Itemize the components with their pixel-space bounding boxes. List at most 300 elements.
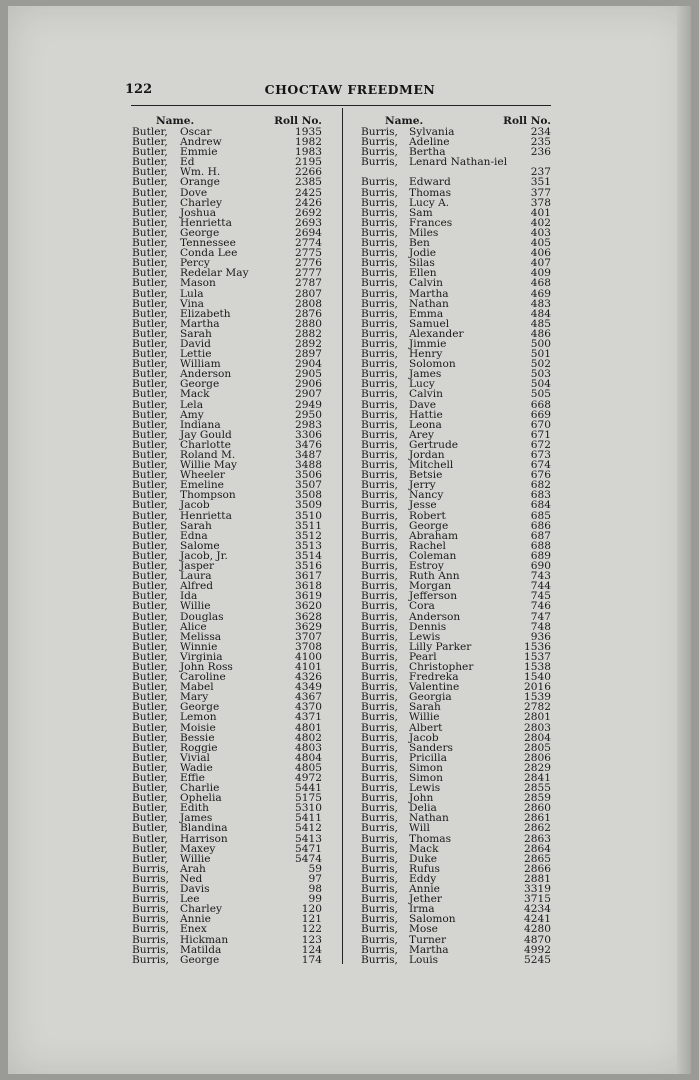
surname: Burris, — [361, 539, 398, 552]
given-name: Emeline — [180, 479, 224, 492]
roll-number: 4101 — [295, 660, 322, 673]
roll-number: 2693 — [295, 216, 322, 229]
roll-number: 2776 — [295, 257, 322, 270]
given-name: Estroy — [409, 560, 444, 573]
roll-number: 673 — [530, 449, 551, 461]
roll-number: 689 — [530, 549, 551, 562]
name-heading: Name. — [156, 115, 195, 127]
roll-number: 2892 — [295, 337, 322, 350]
given-name: Edward — [409, 176, 451, 189]
surname: Butler, — [132, 337, 168, 350]
given-name: Coleman — [409, 549, 457, 562]
roll-number: 407 — [530, 257, 551, 270]
roll-number: 505 — [530, 388, 551, 401]
given-name: Frances — [409, 216, 453, 229]
surname: Butler, — [132, 852, 168, 865]
roll-number: 746 — [530, 600, 551, 613]
given-name: Melissa — [180, 630, 222, 643]
surname: Burris, — [361, 156, 398, 169]
surname: Butler, — [132, 721, 168, 734]
roll-number: 671 — [530, 428, 551, 441]
roll-number: 2881 — [524, 872, 551, 885]
roll-number: 2863 — [524, 832, 551, 845]
right-column-header — [361, 116, 551, 127]
surname: Butler, — [132, 408, 168, 421]
given-name: Willie — [409, 711, 440, 724]
roll-number: 3487 — [295, 449, 322, 461]
roll-number: 2782 — [524, 701, 551, 714]
roll-number: 4349 — [295, 681, 322, 694]
surname: Butler, — [132, 499, 168, 512]
surname: Burris, — [361, 499, 398, 512]
roll-number: 2861 — [524, 812, 551, 825]
surname: Butler, — [132, 640, 168, 653]
given-name: Mack — [409, 842, 439, 855]
given-name: Andrew — [180, 136, 222, 149]
surname: Burris, — [361, 903, 398, 916]
roll-number: 2855 — [524, 782, 551, 795]
given-name: Virginia — [180, 650, 223, 663]
surname: Burris, — [361, 630, 398, 643]
given-name: Wheeler — [180, 469, 225, 482]
roll-number: 1540 — [524, 671, 551, 684]
roll-number: 3708 — [295, 640, 322, 653]
roll-number: 3707 — [295, 630, 322, 643]
roll-number: 484 — [530, 307, 551, 320]
given-name: Mose — [409, 923, 438, 936]
surname: Butler, — [132, 529, 168, 542]
roll-number: 2907 — [295, 388, 322, 401]
given-name: George — [180, 701, 220, 714]
roll-number: 2774 — [295, 237, 322, 250]
surname: Butler, — [132, 479, 168, 492]
roll-number: 234 — [530, 126, 551, 138]
surname: Burris, — [132, 903, 169, 916]
given-name: Matilda — [180, 943, 222, 956]
roll-number: 2425 — [295, 186, 322, 199]
roll-number: 2807 — [295, 287, 322, 300]
surname: Butler, — [132, 327, 168, 340]
roll-number: 4870 — [524, 933, 551, 946]
given-name: Delia — [409, 802, 437, 815]
surname: Butler, — [132, 701, 168, 714]
roll-number: 936 — [530, 630, 551, 643]
given-name: Jasper — [180, 560, 215, 573]
surname: Burris, — [361, 933, 398, 946]
given-name: Jefferson — [409, 590, 458, 603]
given-name: Calvin — [409, 388, 444, 401]
surname: Burris, — [361, 761, 398, 774]
surname: Burris, — [361, 953, 398, 966]
given-name: Dove — [180, 186, 208, 199]
roll-number: 2806 — [524, 751, 551, 764]
surname: Butler, — [132, 449, 168, 461]
roll-number: 2829 — [524, 761, 551, 774]
given-name: Martha — [409, 287, 449, 300]
surname: Butler, — [132, 812, 168, 825]
given-name: Silas — [409, 257, 435, 270]
roll-number: 122 — [301, 923, 322, 936]
roll-number: 5471 — [295, 842, 322, 855]
surname: Butler, — [132, 136, 168, 149]
surname: Burris, — [361, 943, 398, 956]
surname: Burris, — [361, 307, 398, 320]
given-name: Mitchell — [409, 459, 454, 472]
given-name: Martha — [180, 317, 220, 330]
surname: Burris, — [361, 802, 398, 815]
roll-number: 4371 — [295, 711, 322, 724]
surname: Burris, — [361, 297, 398, 310]
given-name: Orange — [180, 176, 220, 189]
roll-number: 2897 — [295, 348, 322, 361]
surname: Butler, — [132, 317, 168, 330]
given-name: Mabel — [180, 681, 214, 694]
roll-number: 2808 — [295, 297, 322, 310]
roll-number: 485 — [530, 317, 551, 330]
given-name: Ophelia — [180, 792, 222, 805]
surname: Butler, — [132, 146, 168, 159]
given-name: Winnie — [180, 640, 218, 653]
given-name: Laura — [180, 570, 212, 583]
surname: Burris, — [361, 509, 398, 522]
surname: Burris, — [361, 772, 398, 784]
surname: Burris, — [361, 438, 398, 451]
given-name: Lilly Parker — [409, 640, 472, 653]
surname: Burris, — [361, 751, 398, 764]
given-name: Christopher — [409, 660, 474, 673]
surname: Burris, — [361, 348, 398, 361]
surname: Burris, — [361, 721, 398, 734]
surname: Burris, — [361, 731, 398, 744]
surname: Burris, — [361, 479, 398, 492]
roll-number: 745 — [530, 590, 551, 603]
roll-number: 690 — [530, 560, 551, 573]
roll-number: 501 — [530, 348, 551, 361]
surname: Butler, — [132, 418, 168, 431]
surname: Burris, — [361, 671, 398, 684]
page-header — [125, 82, 551, 102]
roll-number: 405 — [530, 237, 551, 250]
roll-number: 2950 — [295, 408, 322, 421]
given-name: Wm. H. — [180, 166, 221, 179]
roll-number: 2859 — [524, 792, 551, 805]
surname: Burris, — [361, 660, 398, 673]
given-name: Irma — [409, 903, 435, 916]
surname: Butler, — [132, 832, 168, 845]
given-name: James — [409, 368, 442, 381]
given-name: Sarah — [409, 701, 441, 714]
given-name: Pearl — [409, 650, 437, 663]
roll-number: 2266 — [295, 166, 322, 179]
roll-number: 2694 — [295, 226, 322, 239]
given-name: Hickman — [180, 933, 229, 946]
roll-number: 2805 — [524, 741, 551, 754]
roll-number: 744 — [530, 580, 551, 593]
surname: Butler, — [132, 761, 168, 774]
given-name: Blandina — [180, 822, 228, 835]
given-name: Thomas — [409, 186, 452, 199]
given-name: Bertha — [409, 146, 446, 159]
given-name: Henry — [409, 348, 443, 361]
surname: Burris, — [361, 832, 398, 845]
given-name: Nathan — [409, 297, 449, 310]
column-divider — [342, 108, 343, 964]
surname: Butler, — [132, 438, 168, 451]
roll-number: 4326 — [295, 671, 322, 684]
roll-number: 2983 — [295, 418, 322, 431]
given-name: Alexander — [409, 327, 464, 340]
roll-number: 688 — [530, 539, 551, 552]
given-name: Henrietta — [180, 216, 232, 229]
surname: Burris, — [361, 650, 398, 663]
surname: Burris, — [361, 226, 398, 239]
given-name: Charlie — [180, 782, 220, 795]
surname: Butler, — [132, 731, 168, 744]
roll-number: 59 — [308, 862, 322, 875]
given-name: Miles — [409, 226, 439, 239]
given-name: Sarah — [180, 519, 212, 532]
given-name: Simon — [409, 761, 443, 774]
surname: Butler, — [132, 590, 168, 603]
surname: Butler, — [132, 287, 168, 300]
given-name: Charley — [180, 196, 222, 209]
roll-number: 682 — [530, 479, 551, 492]
roll-number: 401 — [530, 206, 551, 219]
surname: Butler, — [132, 741, 168, 754]
surname: Butler, — [132, 307, 168, 320]
surname: Butler, — [132, 267, 168, 280]
given-name: Lee — [180, 893, 200, 906]
given-name: Hattie — [409, 408, 443, 421]
surname: Burris, — [361, 146, 398, 159]
roll-number: 2880 — [295, 317, 322, 330]
right-column — [361, 116, 551, 965]
surname: Butler, — [132, 570, 168, 583]
surname: Butler, — [132, 691, 168, 704]
given-name: Simon — [409, 772, 443, 784]
roll-number: 3618 — [295, 580, 322, 593]
surname: Burris, — [361, 529, 398, 542]
surname: Butler, — [132, 469, 168, 482]
given-name: Davis — [180, 883, 210, 896]
roll-number: 676 — [530, 469, 551, 482]
surname: Burris, — [132, 943, 169, 956]
given-name: Effie — [180, 772, 205, 784]
roll-number: 468 — [530, 277, 551, 290]
roll-number: 237 — [530, 166, 551, 179]
surname: Butler, — [132, 650, 168, 663]
given-name: Amy — [180, 408, 204, 421]
surname: Butler, — [132, 822, 168, 835]
surname: Burris, — [361, 196, 398, 209]
given-name: Morgan — [409, 580, 452, 593]
given-name: Emma — [409, 307, 444, 320]
roll-number: 3509 — [295, 499, 322, 512]
given-name: Solomon — [409, 358, 456, 371]
roll-number: 686 — [530, 519, 551, 532]
given-name: John Ross — [180, 660, 233, 673]
roll-number: 3506 — [295, 469, 322, 482]
surname: Butler, — [132, 660, 168, 673]
surname: Butler, — [132, 580, 168, 593]
roll-number: 4972 — [295, 772, 322, 784]
surname: Butler, — [132, 388, 168, 401]
given-name: Thompson — [180, 489, 236, 502]
surname: Butler, — [132, 257, 168, 270]
given-name: Albert — [409, 721, 443, 734]
roll-number: 2949 — [295, 398, 322, 411]
given-name: Jacob, Jr. — [180, 549, 228, 562]
surname: Burris, — [361, 883, 398, 896]
given-name: Charlotte — [180, 438, 231, 451]
given-name: George — [180, 226, 220, 239]
surname: Butler, — [132, 489, 168, 502]
surname: Burris, — [361, 822, 398, 835]
surname: Burris, — [361, 337, 398, 350]
roll-number: 687 — [530, 529, 551, 542]
given-name: Sylvania — [409, 126, 455, 138]
given-name: Roggie — [180, 741, 218, 754]
surname: Butler, — [132, 620, 168, 633]
surname: Burris, — [361, 237, 398, 250]
given-name: Caroline — [180, 671, 226, 684]
given-name: Calvin — [409, 277, 444, 290]
given-name: Jimmie — [409, 337, 447, 350]
given-name: Vina — [180, 297, 204, 310]
given-name: Rufus — [409, 862, 440, 875]
roll-number: 3512 — [295, 529, 322, 542]
surname: Burris, — [361, 570, 398, 583]
surname: Burris, — [361, 560, 398, 573]
given-name: Redelar May — [180, 267, 249, 280]
roll-number: 685 — [530, 509, 551, 522]
surname: Burris, — [361, 590, 398, 603]
roll-number: 674 — [530, 459, 551, 472]
roll-number: 3629 — [295, 620, 322, 633]
surname: Burris, — [361, 459, 398, 472]
roll-number: 5245 — [524, 953, 551, 966]
roll-number: 747 — [530, 610, 551, 623]
surname: Burris, — [132, 893, 169, 906]
surname: Butler, — [132, 348, 168, 361]
roll-number: 5412 — [295, 822, 322, 835]
given-name: Edna — [180, 529, 208, 542]
surname: Butler, — [132, 297, 168, 310]
given-name: Percy — [180, 257, 210, 270]
given-name: George — [180, 378, 220, 391]
roll-number: 5413 — [295, 832, 322, 845]
surname: Burris, — [361, 267, 398, 280]
surname: Burris, — [132, 913, 169, 926]
surname: Burris, — [361, 782, 398, 795]
given-name: Nancy — [409, 489, 444, 502]
roll-number: 1537 — [524, 650, 551, 663]
roll-number: 2385 — [295, 176, 322, 189]
given-name: Lucy — [409, 378, 435, 391]
given-name: Charley — [180, 903, 222, 916]
surname: Burris, — [361, 812, 398, 825]
roll-number: 502 — [530, 358, 551, 371]
given-name: Jesse — [409, 499, 437, 512]
roll-number: 2904 — [295, 358, 322, 371]
left-column-header — [132, 116, 322, 127]
roll-number: 4803 — [295, 741, 322, 754]
surname: Burris, — [361, 549, 398, 562]
surname: Burris, — [132, 923, 169, 936]
surname: Burris, — [361, 428, 398, 441]
given-name: Alice — [180, 620, 207, 633]
roll-number: 683 — [530, 489, 551, 502]
given-name: Martha — [409, 943, 449, 956]
roll-number: 3488 — [295, 459, 322, 472]
roll-number: 5175 — [295, 792, 322, 805]
given-name: George — [409, 519, 449, 532]
surname: Burris, — [361, 620, 398, 633]
surname: Burris, — [361, 136, 398, 149]
roll-number: 748 — [530, 620, 551, 633]
roll-number: 684 — [530, 499, 551, 512]
given-name: Willie — [180, 600, 211, 613]
roll-number: 2905 — [295, 368, 322, 381]
surname: Burris, — [361, 711, 398, 724]
given-name: Ed — [180, 156, 195, 169]
given-name: John — [409, 792, 434, 805]
roll-number: 4367 — [295, 691, 322, 704]
surname: Butler, — [132, 226, 168, 239]
given-name: Vivial — [180, 751, 210, 764]
roll-number: 486 — [530, 327, 551, 340]
surname: Butler, — [132, 539, 168, 552]
page-edge — [677, 6, 691, 1074]
surname: Butler, — [132, 368, 168, 381]
roll-number: 3511 — [295, 519, 322, 532]
given-name: George — [180, 953, 220, 966]
given-name: Jay Gould — [180, 428, 232, 441]
roll-number: 1538 — [524, 660, 551, 673]
roll-number: 123 — [301, 933, 322, 946]
roster-row — [132, 955, 322, 965]
roll-number: 1539 — [524, 691, 551, 704]
given-name: Wadie — [180, 761, 213, 774]
surname: Butler, — [132, 176, 168, 189]
roll-number: 3476 — [295, 438, 322, 451]
roll-heading: Roll No. — [274, 115, 322, 127]
surname: Burris, — [361, 862, 398, 875]
surname: Burris, — [132, 862, 169, 875]
given-name: Ruth Ann — [409, 570, 460, 583]
roll-number: 98 — [308, 883, 322, 896]
roll-number: 668 — [530, 398, 551, 411]
given-name: Mack — [180, 388, 210, 401]
given-name: Emmie — [180, 146, 218, 159]
given-name: Lenard Nathan-​iel — [409, 156, 508, 169]
roster-row — [132, 924, 322, 934]
roll-number: 236 — [530, 146, 551, 159]
surname: Burris, — [132, 953, 169, 966]
given-name: Leona — [409, 418, 442, 431]
roll-number: 2803 — [524, 721, 551, 734]
roster-row — [132, 278, 322, 288]
given-name: Salomon — [409, 913, 456, 926]
left-roster-list — [132, 127, 322, 965]
given-name: Lucy A. — [409, 196, 450, 209]
surname: Burris, — [132, 933, 169, 946]
given-name: Lettie — [180, 348, 212, 361]
roll-number: 409 — [530, 267, 551, 280]
roll-number: 4100 — [295, 650, 322, 663]
roll-number: 3516 — [295, 560, 322, 573]
surname: Butler, — [132, 166, 168, 179]
